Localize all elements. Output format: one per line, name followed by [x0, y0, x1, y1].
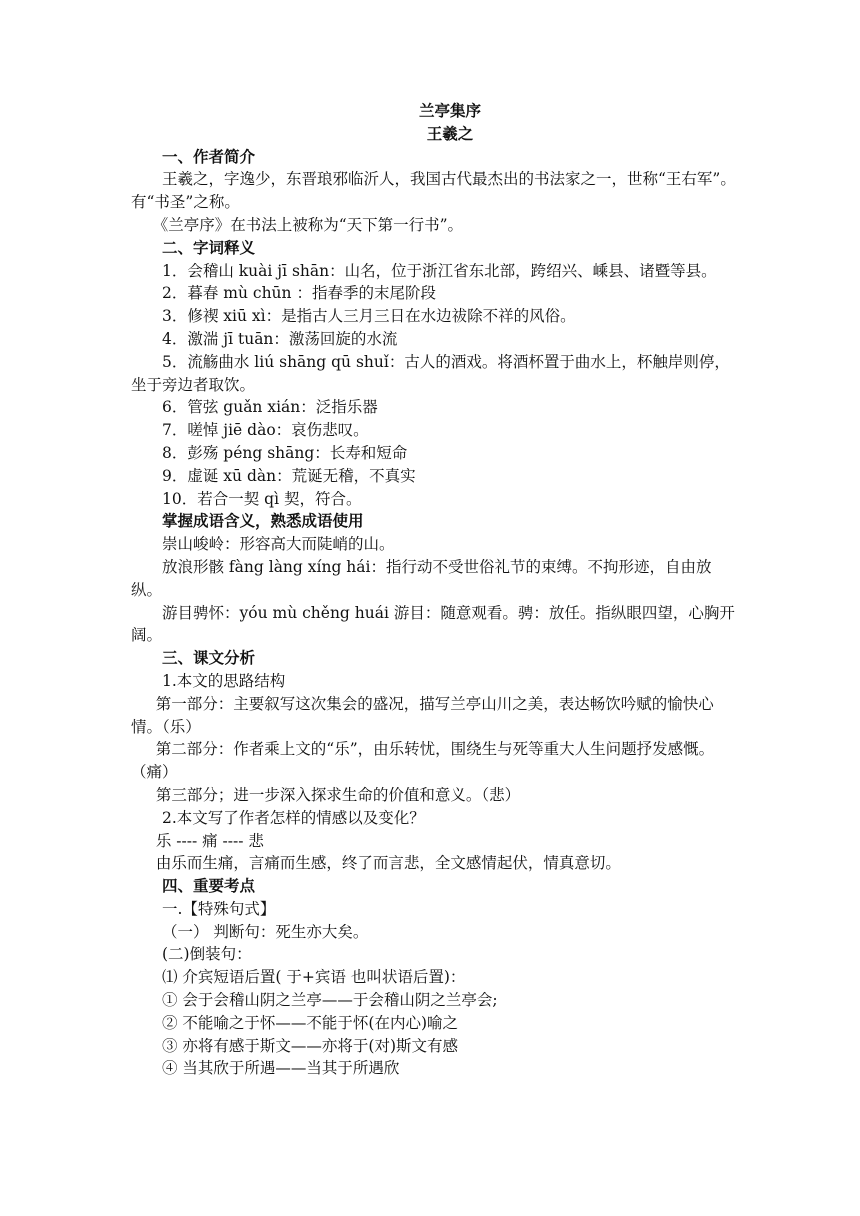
section-heading-author: 一、作者简介 [162, 147, 256, 166]
document-page [131, 100, 738, 1080]
vocab-item: 8．彭殇 péng shāng：长寿和短命 [162, 443, 408, 462]
inversion-example: ① 会于会稽山阴之兰亭——于会稽山阴之兰亭会; [162, 991, 498, 1010]
idiom-heading: 掌握成语含义，熟悉成语使用 [162, 512, 364, 531]
analysis-part: 第一部分：主要叙写这次集会的盛况，描写兰亭山川之美，表达畅饮吟赋的愉快心情。（乐） [131, 694, 714, 736]
emotion-flow: 乐 ---- 痛 ---- 悲 [155, 831, 264, 850]
vocab-item: 1．会稽山 kuài jī shān：山名，位于浙江省东北部，跨绍兴、嵊县、诸暨等县。 [162, 261, 717, 280]
idiom-item: 崇山峻岭：形容高大而陡峭的山。 [162, 535, 395, 554]
author-intro-paragraph: 王羲之，字逸少，东晋琅邪临沂人，我国古代最杰出的书法家之一，世称“王右军”。有“书圣”之称。 [131, 170, 736, 212]
inversion-example: ② 不能喻之于怀——不能于怀(在内心)喻之 [162, 1013, 459, 1032]
analysis-subheading: 1.本文的思路结构 [162, 671, 286, 690]
vocab-item: 5．流觞曲水 liú shāng qū shuǐ：古人的酒戏。将酒杯置于曲水上，杯触岸则停，坐于旁边者取饮。 [131, 352, 730, 394]
analysis-subheading: 2.本文写了作者怎样的情感以及变化？ [162, 808, 425, 827]
inversion-heading: (二)倒装句： [162, 945, 252, 964]
vocab-item: 4．激湍 jī tuān：激荡回旋的水流 [162, 329, 398, 348]
document-title: 兰亭集序 [418, 102, 481, 120]
section-heading-keypoints: 四、重要考点 [162, 877, 256, 896]
section-heading-vocab: 二、字词释义 [162, 238, 256, 257]
vocab-item: 2．暮春 mù chūn ：指春季的末尾阶段 [162, 284, 436, 303]
document-author: 王羲之 [426, 124, 474, 143]
vocab-item: 7．嗟悼 jiē dào：哀伤悲叹。 [162, 421, 369, 440]
vocab-item: 9．虚诞 xū dàn：荒诞无稽，不真实 [162, 466, 416, 485]
inversion-subheading: ⑴ 介宾短语后置( 于+宾语 也叫状语后置)： [162, 968, 466, 987]
analysis-part: 第三部分；进一步深入探求生命的价值和意义。（悲） [155, 785, 521, 804]
vocab-item: 10．若合一契 qì 契，符合。 [162, 489, 362, 508]
lantingxu-paragraph: 《兰亭序》在书法上被称为“天下第一行书”。 [152, 215, 464, 234]
idiom-item: 放浪形骸 fàng làng xíng hái：指行动不受世俗礼节的束缚。不拘形迹，自由放纵。 [131, 557, 712, 599]
idiom-item: 游目骋怀：yóu mù chěng huái 游目：随意观看。骋：放任。指纵眼四望，心胸开阔。 [131, 603, 735, 645]
keypoints-subheading: 一.【特殊句式】 [162, 899, 276, 918]
inversion-example: ③ 亦将有感于斯文——亦将于(对)斯文有感 [162, 1036, 459, 1055]
inversion-example: ④ 当其欣于所遇——当其于所遇欣 [162, 1059, 400, 1078]
section-heading-analysis: 三、课文分析 [162, 649, 256, 668]
vocab-item: 3．修禊 xiū xì：是指古人三月三日在水边祓除不祥的风俗。 [162, 307, 576, 326]
judgment-sentence: （一） 判断句：死生亦大矣。 [162, 922, 369, 941]
vocab-item: 6．管弦 guǎn xián：泛指乐器 [162, 398, 378, 417]
analysis-summary: 由乐而生痛，言痛而生感，终了而言悲，全文感情起伏，情真意切。 [155, 854, 621, 873]
analysis-part: 第二部分：作者乘上文的“乐”，由乐转忧，围绕生与死等重大人生问题抒发感慨。（痛） [131, 740, 715, 782]
